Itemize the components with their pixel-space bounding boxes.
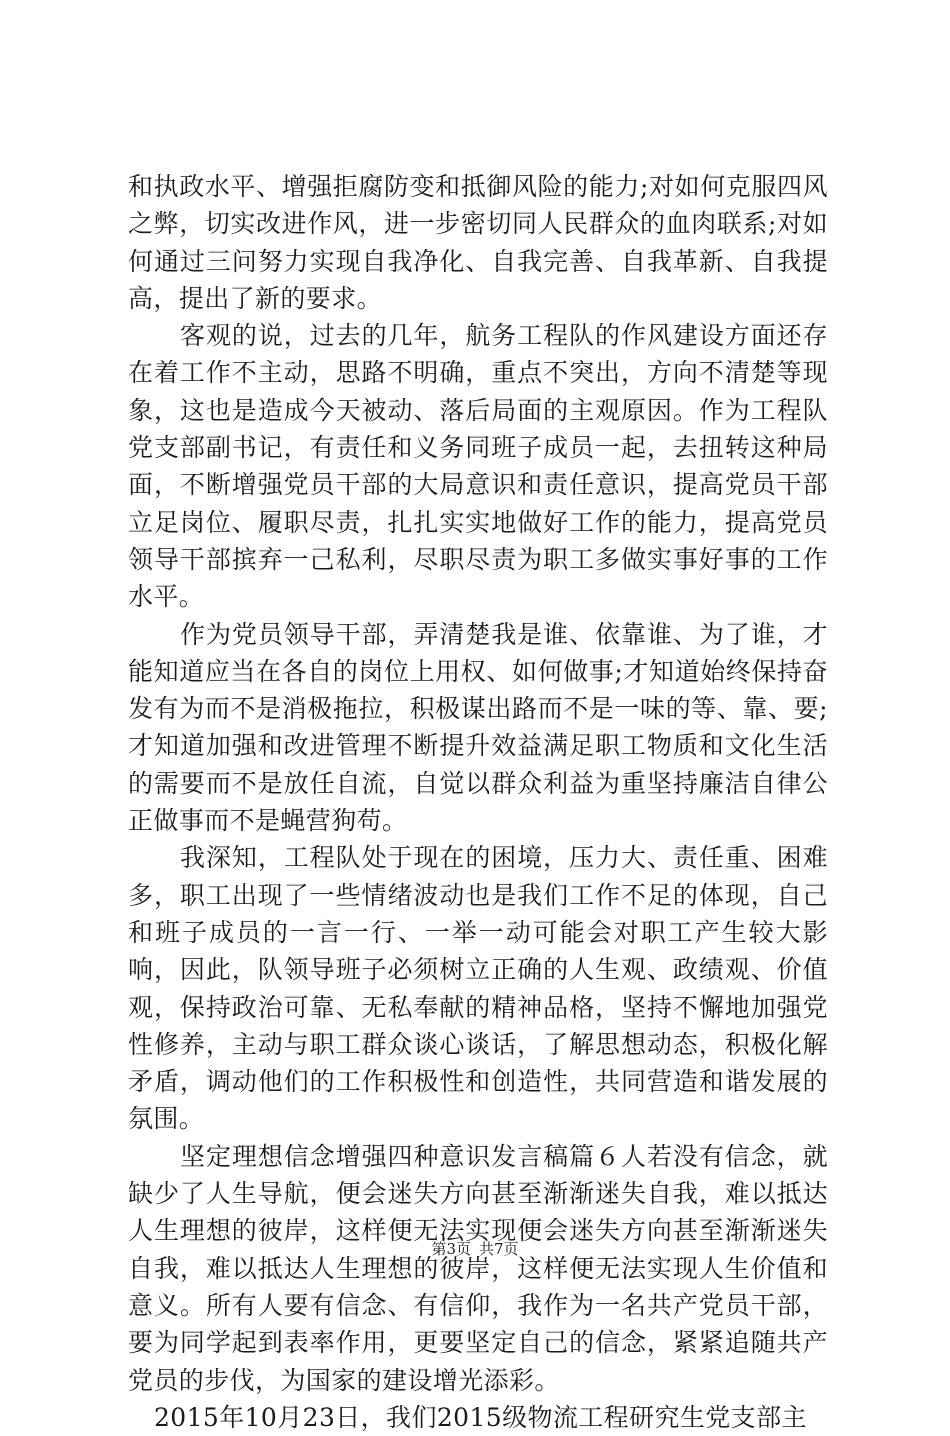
- paragraph-1: 和执政水平、增强拒腐防变和抵御风险的能力;对如何克服四风之弊，切实改进作风，进一步密切同人民群众的血肉联系;对如何通过三问努力实现自我净化、自我完善、自我革新、自我提高，提出了新的要求。: [128, 172, 828, 313]
- paragraph-3: 作为党员领导干部，弄清楚我是谁、依靠谁、为了谁，才能知道应当在各自的岗位上用权、如何做事;才知道始终保持奋发有为而不是消极拖拉，积极谋出路而不是一味的等、靠、要;才知道加强和改进管理不断提升效益满足职工物质和文化生活的需要而不是放任自流，自觉以群众利益为重坚持廉洁自律公正做事而不是蝇营狗苟。: [128, 619, 828, 836]
- paragraph-6: 2015年10月23日，我们2015级物流工程研究生党支部主: [154, 1402, 807, 1432]
- paragraph-2: 客观的说，过去的几年，航务工程队的作风建设方面还存在着工作不主动，思路不明确，重点不突出，方向不清楚等现象，这也是造成今天被动、落后局面的主观原因。作为工程队党支部副书记，有责任和义务同班子成员一起，去扭转这种局面，不断增强党员干部的大局意识和责任意识，提高党员干部立足岗位、履职尽责，扎扎实实地做好工作的能力，提高党员领导干部摈弃一己私利，尽职尽责为职工多做实事好事的工作水平。: [128, 321, 828, 612]
- page-footer: [0, 1238, 950, 1259]
- paragraph-5: 坚定理想信念增强四种意识发言稿篇６人若没有信念，就缺少了人生导航，便会迷失方向甚至渐渐迷失自我，难以抵达人生理想的彼岸，这样便无法实现便会迷失方向甚至渐渐迷失自我，难以抵达人生理想的彼岸，这样便无法实现人生价值和意义。所有人要有信念、有信仰，我作为一名共产党员干部，要为同学起到表率作用，更要坚定自己的信念，紧紧追随共产党员的步伐，为国家的建设增光添彩。: [128, 1141, 828, 1395]
- page-total: 共7页: [479, 1240, 519, 1258]
- paragraph-4: 我深知，工程队处于现在的困境，压力大、责任重、困难多，职工出现了一些情绪波动也是我们工作不足的体现，自己和班子成员的一言一行、一举一动可能会对职工产生较大影响，因此，队领导班子必须树立正确的人生观、政绩观、价值观，保持政治可靠、无私奉献的精神品格，坚持不懈地加强党性修养，主动与职工群众谈心谈话，了解思想动态，积极化解矛盾，调动他们的工作积极性和创造性，共同营造和谐发展的氛围。: [128, 843, 828, 1134]
- page-number: 第3页: [431, 1240, 471, 1258]
